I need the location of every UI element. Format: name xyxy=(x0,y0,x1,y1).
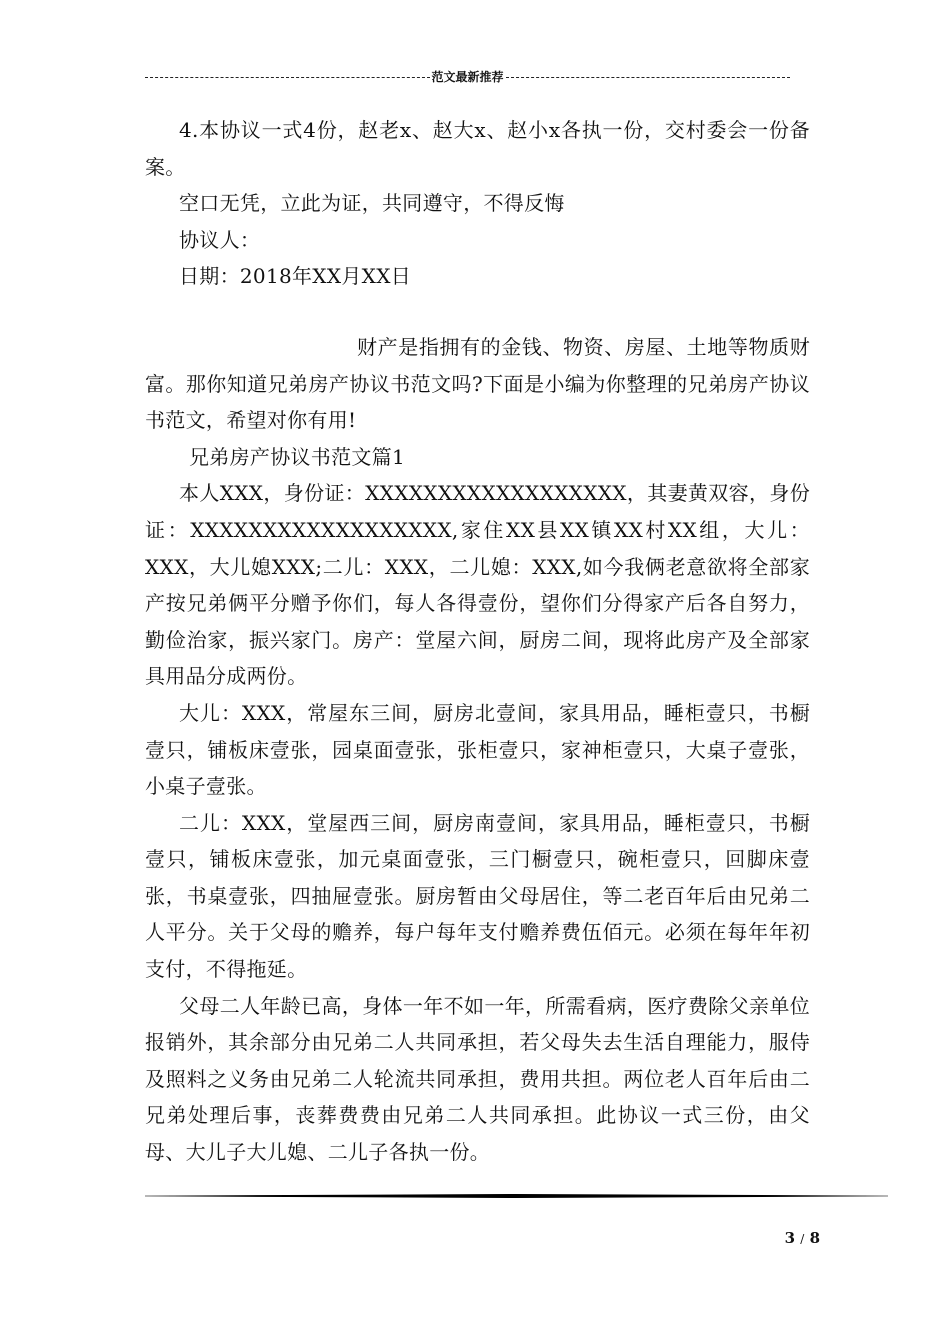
paragraph-date: 日期：2018年XX月XX日 xyxy=(179,264,412,289)
paragraph-second-son: 二儿：XXX，堂屋西三间，厨房南壹间，家具用品，睡柜壹只，书橱壹只，铺板床壹张，加元桌面壹张，三门橱壹只，碗柜壹只，回脚床壹张，书桌壹张，四抽屉壹张。厨房暂由父母居住，等二老百年后由兄弟二人平分。关于父母的赡养，每户每年支付赡养费伍佰元。必须在每年年初支付，不得拖延。 xyxy=(145,810,810,982)
paragraph-parents-care: 父母二人年龄已高，身体一年不如一年，所需看病，医疗费除父亲单位报销外，其余部分由兄弟二人共同承担，若父母失去生活自理能力，服侍及照料之义务由兄弟二人轮流共同承担，费用共担。两位老人百年后由二兄弟处理后事，丧葬费费由兄弟二人共同承担。此协议一式三份，由父母、大儿子大儿媳、二儿子各执一份。 xyxy=(145,993,810,1165)
paragraph-verbal-statement: 空口无凭，立此为证，共同遵守，不得反悔 xyxy=(179,191,565,216)
header-title: 范文最新推荐 xyxy=(431,69,504,84)
section-title: 兄弟房产协议书范文篇1 xyxy=(189,444,406,469)
page-separator: / xyxy=(800,1232,805,1246)
paragraph-signatories: 协议人： xyxy=(179,227,261,252)
footer-rule xyxy=(145,1194,888,1198)
paragraph-agreement-copies: 4.本协议一式4份，赵老x、赵大x、赵小x各执一份，交村委会一份备案。 xyxy=(145,118,810,179)
document-body xyxy=(145,112,810,1171)
page-number xyxy=(760,1229,820,1247)
paragraph-parties: 本人XXX，身份证：XXXXXXXXXXXXXXXXXX，其妻黄双容，身份证：XXXXXXXXXXXXXXXXXX,家住XX县XX镇XX村XX组，大儿：XXX，大儿媳XXX;二儿：XXX，二儿媳：XXX,如今我俩老意欲将全部家产按兄弟俩平分赠予你们，每人各得壹份，望你们分得家产后各自努力，勤俭治家，振兴家门。房产：堂屋六间，厨房二间，现将此房产及全部家具用品分成两份。 xyxy=(145,481,810,689)
page-header xyxy=(145,66,790,86)
header-dash-left xyxy=(145,77,430,78)
paragraph-elder-son: 大儿：XXX，常屋东三间，厨房北壹间，家具用品，睡柜壹只，书橱壹只，铺板床壹张，园桌面壹张，张柜壹只，家神柜壹只，大桌子壹张，小桌子壹张。 xyxy=(145,700,810,799)
header-dash-right xyxy=(506,77,791,78)
paragraph-intro: 财产是指拥有的金钱、物资、房屋、土地等物质财富。那你知道兄弟房产协议书范文吗?下面是小编为你整理的兄弟房产协议书范文，希望对你有用! xyxy=(145,334,810,433)
current-page: 3 xyxy=(784,1229,796,1247)
total-pages: 8 xyxy=(809,1229,820,1247)
